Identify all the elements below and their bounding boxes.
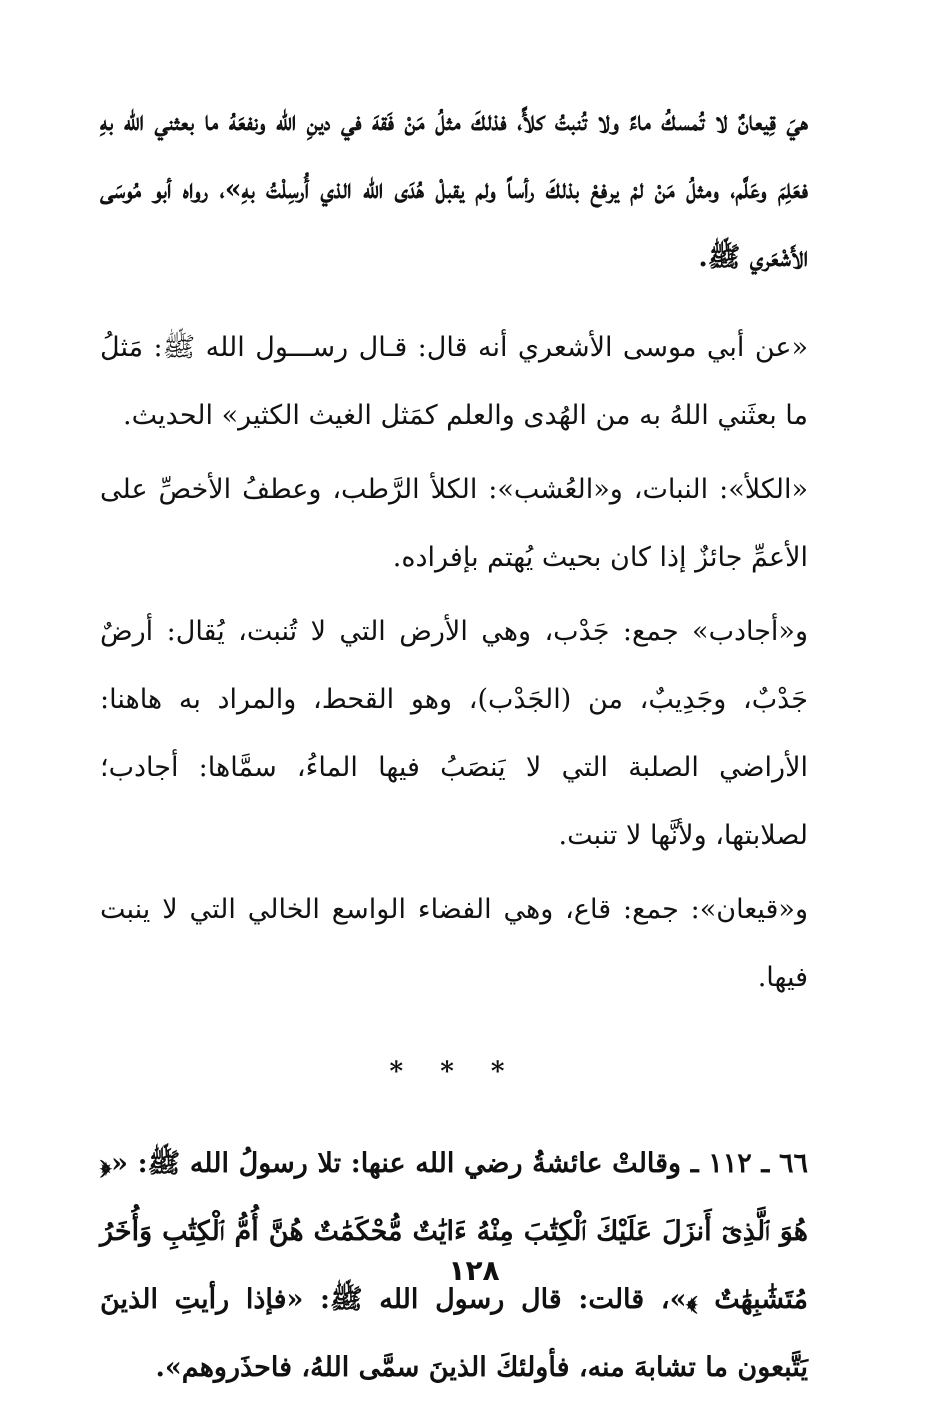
commentary-intro: «عن أبي موسى الأشعري أنه قال: قـال رســـول الله ﷺ: مَثلُ ما بعثَني اللهُ به من الهُدى والعلم كمَثل الغيث الكثير» الحديث.	[100, 332, 808, 431]
term-kala: «الكلأ»: النبات، و«العُشب»: الكلأ الرَّطب، وعطفُ الأخصِّ على الأعمِّ جائزٌ إذا كان بحيث يُهتم بإفراده.	[100, 474, 808, 573]
page-body	[100, 88, 808, 1402]
next-hadith: ٦٦ ـ ١١٢ ـ وقالتْ عائشةُ رضي الله عنها: تلا رسولُ الله ﷺ: «﴿ هُوَ ٱلَّذِىٓ أَنزَلَ عَلَيْكَ ٱلْكِتَٰبَ مِنْهُ ءَايَٰتٌ مُّحْكَمَٰتٌ هُنَّ أُمُّ ٱلْكِتَٰبِ وَأُخَرُ مُتَشَٰبِهَٰتٌ ﴾»، قالت: قال رسول الله ﷺ: «فإذا رأيتِ الذينَ يَتَّبعون ما تشابهَ منه، فأولئكَ الذينَ سمَّى اللهُ، فاحذَروهم».	[100, 1148, 808, 1383]
section-separator: * * *	[389, 1057, 519, 1087]
term-ajadib: و«أجادب» جمع: جَدْب، وهي الأرض التي لا تُنبت، يُقال: أرضٌ جَدْبٌ، وجَدِيبٌ، من (الجَدْب)، وهو القحط، والمراد به هاهنا: الأراضي الصلبة التي لا يَنصَبُ فيها الماءُ، سمَّاها: أجادب؛ لصلابتها، ولأنَّها لا تنبت.	[100, 616, 808, 851]
term-qiaan: و«قيعان»: جمع: قاع، وهي الفضاء الواسع الخالي التي لا ينبت فيها.	[100, 894, 808, 993]
page-number: ١٢٨	[448, 1254, 500, 1287]
hadith-continuation: هيَ قِيعانٌ لا تُمسكُ ماءً ولا تُنبتُ كلأً، فذلكَ مثلُ مَنْ فَقهَ في دينِ الله ونفعَهُ ما بعثني الله بهِ فعَلِمَ وعَلَّم، ومثلُ مَنْ لمْ يرفعْ بذلكَ رأساً ولم يقبلْ هُدَى الله الذي أُرسِلْتُ بهِ»، رواه أبو مُوسَى الأَشْعَري ﷺ.	[100, 106, 808, 273]
